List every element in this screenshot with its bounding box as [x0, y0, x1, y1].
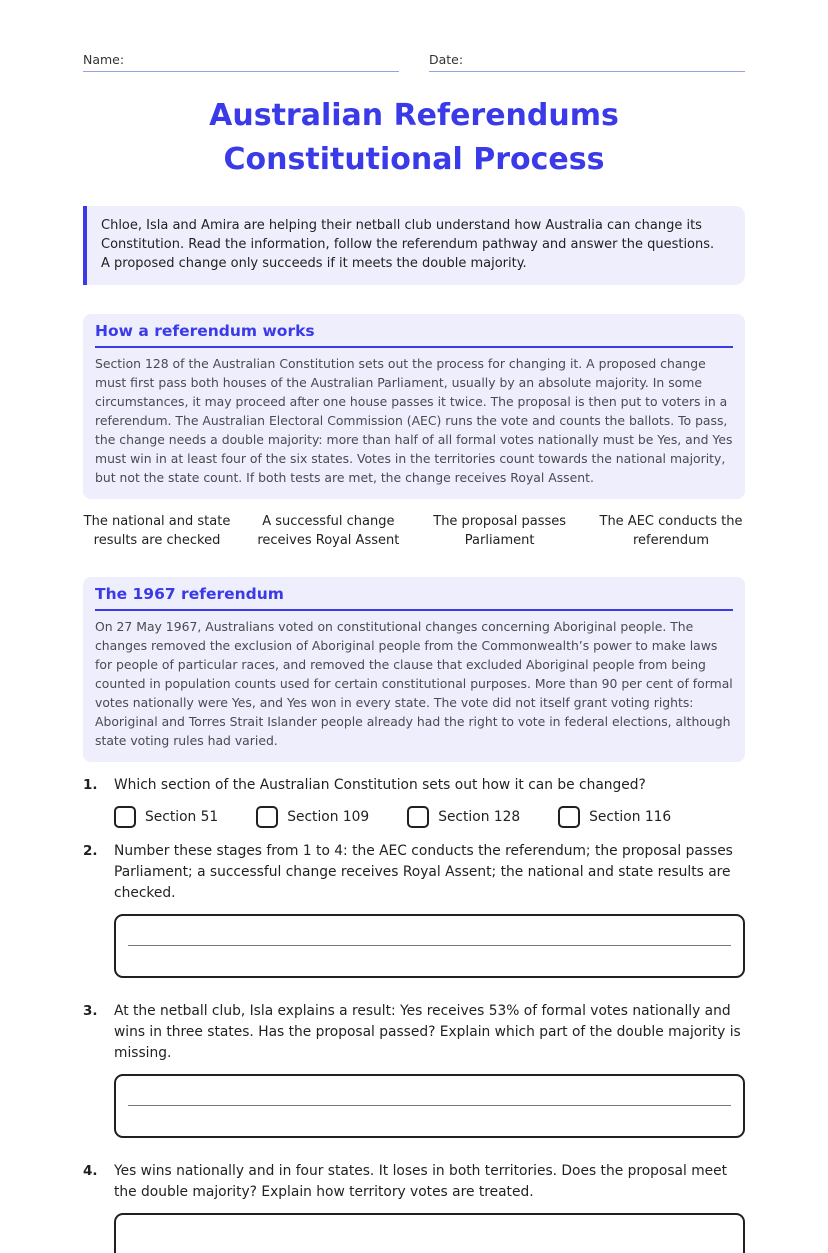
page-title: Australian Referendums Constitutional Process — [209, 98, 619, 177]
question-3 — [83, 1001, 745, 1064]
stage-card: The proposal passes Parliament — [433, 514, 567, 548]
option-section-51[interactable] — [114, 806, 218, 828]
option-label: Section 116 — [589, 809, 672, 825]
stage-card: A successful change receives Royal Assent — [257, 514, 400, 548]
date-label: Date: — [429, 52, 464, 67]
referendum-1967-heading: The 1967 referendum — [95, 585, 733, 611]
question-4 — [83, 1161, 745, 1203]
question-number: 1. — [83, 777, 98, 793]
question-text: Number these stages from 1 to 4: the AEC conducts the referendum; the proposal passes Parliament; a successful change receives Royal Assent; the national and state results are checked. — [114, 843, 733, 901]
question-text: Which section of the Australian Constitution sets out how it can be changed? — [114, 777, 646, 793]
referendum-1967-panel — [83, 577, 745, 762]
how-it-works-heading: How a referendum works — [95, 322, 733, 348]
question-number: 3. — [83, 1003, 98, 1019]
question-text: Yes wins nationally and in four states. It loses in both territories. Does the proposal meet the double majority? Explain how territory votes are treated. — [114, 1163, 728, 1200]
stage-cards — [83, 512, 745, 550]
checkbox[interactable] — [407, 806, 429, 828]
question-2 — [83, 841, 745, 904]
question-1 — [83, 775, 745, 796]
option-section-116[interactable] — [558, 806, 671, 828]
stage-card: The national and state results are checked — [83, 514, 231, 548]
question-number: 4. — [83, 1163, 98, 1179]
how-it-works-panel — [83, 314, 745, 499]
question-1-options — [114, 806, 745, 828]
intro-callout: Chloe, Isla and Amira are helping their netball club understand how Australia can change its Constitution. Read the information, follow the referendum pathway and answer the questions. A proposed change only succeeds if it meets the double majority. — [83, 206, 745, 285]
date-field[interactable] — [429, 52, 745, 72]
answer-box-3[interactable] — [114, 1074, 745, 1138]
stage-card: The AEC conducts the referendum — [599, 514, 743, 548]
answer-line — [128, 1105, 731, 1106]
answer-box-2[interactable] — [114, 914, 745, 978]
checkbox[interactable] — [558, 806, 580, 828]
header-row — [83, 0, 745, 72]
referendum-1967-body: On 27 May 1967, Australians voted on constitutional changes concerning Aboriginal people. The changes removed the exclusion of Aboriginal people from the Commonwealth’s power to make laws for people of particular races, and removed the clause that excluded Aboriginal people from being counted in population counts used for certain constitutional purposes. More than 90 per cent of formal votes nationally were Yes, and Yes won in every state. The vote did not itself grant voting rights: Aboriginal and Torres Strait Islander people already had the right to vote in federal elections, although state voting rules had varied. — [95, 619, 733, 748]
name-field[interactable] — [83, 52, 399, 72]
checkbox[interactable] — [114, 806, 136, 828]
option-label: Section 128 — [438, 809, 521, 825]
question-text: At the netball club, Isla explains a result: Yes receives 53% of formal votes nationally and wins in three states. Has the proposal passed? Explain which part of the double majority is missing. — [114, 1003, 741, 1061]
checkbox[interactable] — [256, 806, 278, 828]
answer-box-4[interactable] — [114, 1213, 745, 1253]
how-it-works-body: Section 128 of the Australian Constitution sets out the process for changing it. A proposed change must first pass both houses of the Australian Parliament, usually by an absolute majority. In some circumstances, it may proceed after one house passes it twice. The proposal is then put to voters in a referendum. The Australian Electoral Commission (AEC) runs the vote and counts the ballots. To pass, the change needs a double majority: more than half of all formal votes nationally must be Yes, and Yes must win in at least four of the six states. Votes in the territories count towards the national majority, but not the state count. If both tests are met, the change receives Royal Assent. — [95, 356, 733, 485]
option-section-128[interactable] — [407, 806, 520, 828]
option-label: Section 51 — [145, 809, 219, 825]
question-number: 2. — [83, 843, 98, 859]
option-section-109[interactable] — [256, 806, 369, 828]
name-label: Name: — [83, 52, 125, 67]
answer-line — [128, 945, 731, 946]
option-label: Section 109 — [287, 809, 370, 825]
